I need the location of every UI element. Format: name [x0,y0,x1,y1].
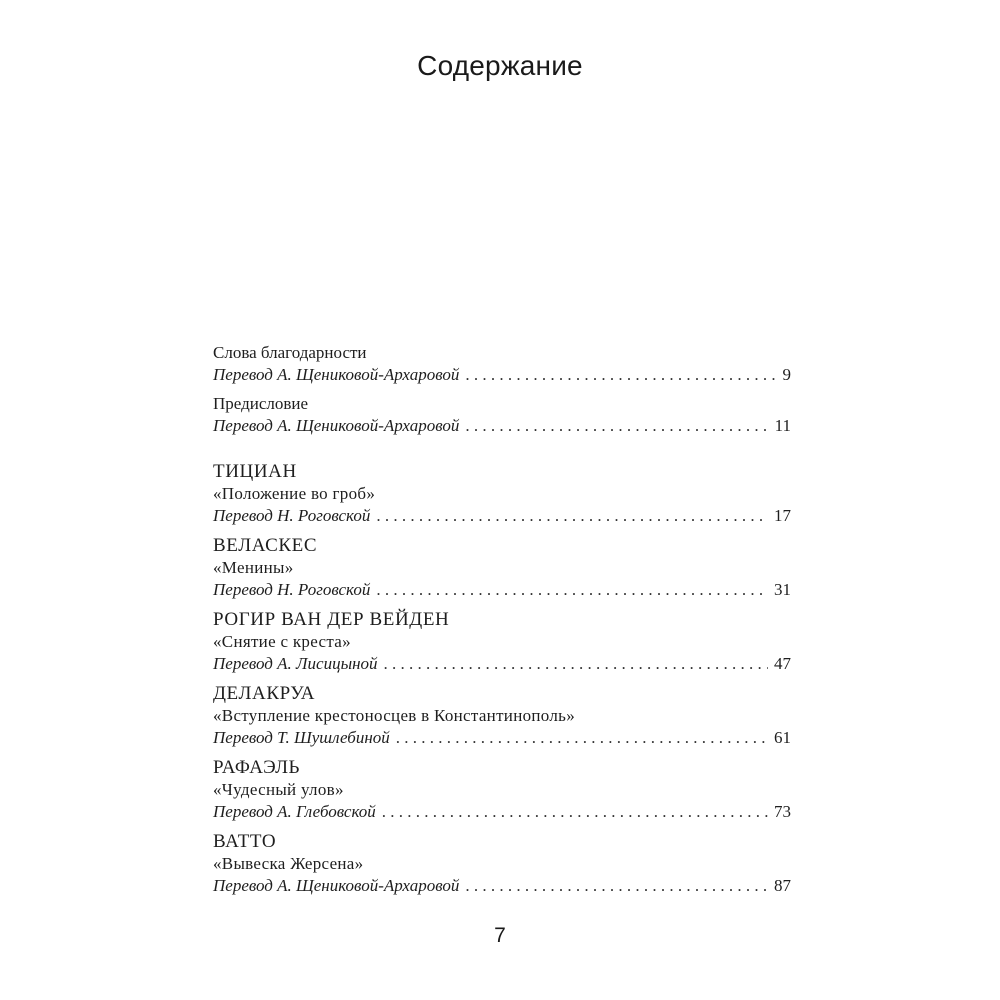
page-number: 7 [494,924,506,947]
toc-translator: Перевод Т. Шушлебиной [213,728,390,747]
toc-translator: Перевод А. Щениковой-Архаровой [213,876,460,895]
dot-leader [382,801,768,823]
dot-leader [465,875,768,897]
dot-leader [396,727,768,749]
toc-entry-line [213,505,791,527]
dot-leader [384,653,768,675]
toc-entry-title: Слова благодарности [213,343,367,362]
toc-artist: ТИЦИАН [213,461,297,482]
toc-page-number: 61 [774,728,791,747]
toc-work: «Менины» [213,558,294,577]
toc-translator: Перевод А. Щениковой-Архаровой [213,416,460,435]
dot-leader [465,364,776,386]
toc-artist: РОГИР ВАН ДЕР ВЕЙДЕН [213,609,450,630]
toc-page-number: 9 [782,365,791,384]
toc-entry-title: Предисловие [213,394,309,413]
toc-artist: ВАТТО [213,831,277,852]
toc-translator: Перевод А. Глебовской [213,802,376,821]
toc-artist: РАФАЭЛЬ [213,757,301,778]
toc-work: «Снятие с креста» [213,632,351,651]
table-of-contents [213,342,791,897]
toc-work: «Чудесный улов» [213,780,344,799]
toc-entry-line [213,653,791,675]
toc-page-number: 17 [774,506,791,525]
toc-entry-line [213,727,791,749]
toc-artist: ДЕЛАКРУА [213,683,316,704]
toc-translator: Перевод А. Щениковой-Архаровой [213,365,460,384]
toc-artist: ВЕЛАСКЕС [213,535,318,556]
toc-entry-line [213,364,791,386]
toc-page-number: 47 [774,654,791,673]
toc-work: «Вступление крестоносцев в Константинополь» [213,706,575,725]
toc-page-number: 31 [774,580,791,599]
toc-page-number: 73 [774,802,791,821]
toc-entry-line [213,415,791,437]
dot-leader [376,505,768,527]
toc-work: «Положение во гроб» [213,484,376,503]
toc-page-number: 11 [774,416,791,435]
toc-translator: Перевод Н. Роговской [213,580,371,599]
page-title: Содержание [417,50,583,81]
toc-entry-line [213,579,791,601]
dot-leader [465,415,768,437]
toc-entry-line [213,801,791,823]
toc-entry-line [213,875,791,897]
toc-page-number: 87 [774,876,791,895]
toc-translator: Перевод А. Лисицыной [213,654,378,673]
dot-leader [376,579,768,601]
toc-work: «Вывеска Жерсена» [213,854,364,873]
toc-translator: Перевод Н. Роговской [213,506,371,525]
